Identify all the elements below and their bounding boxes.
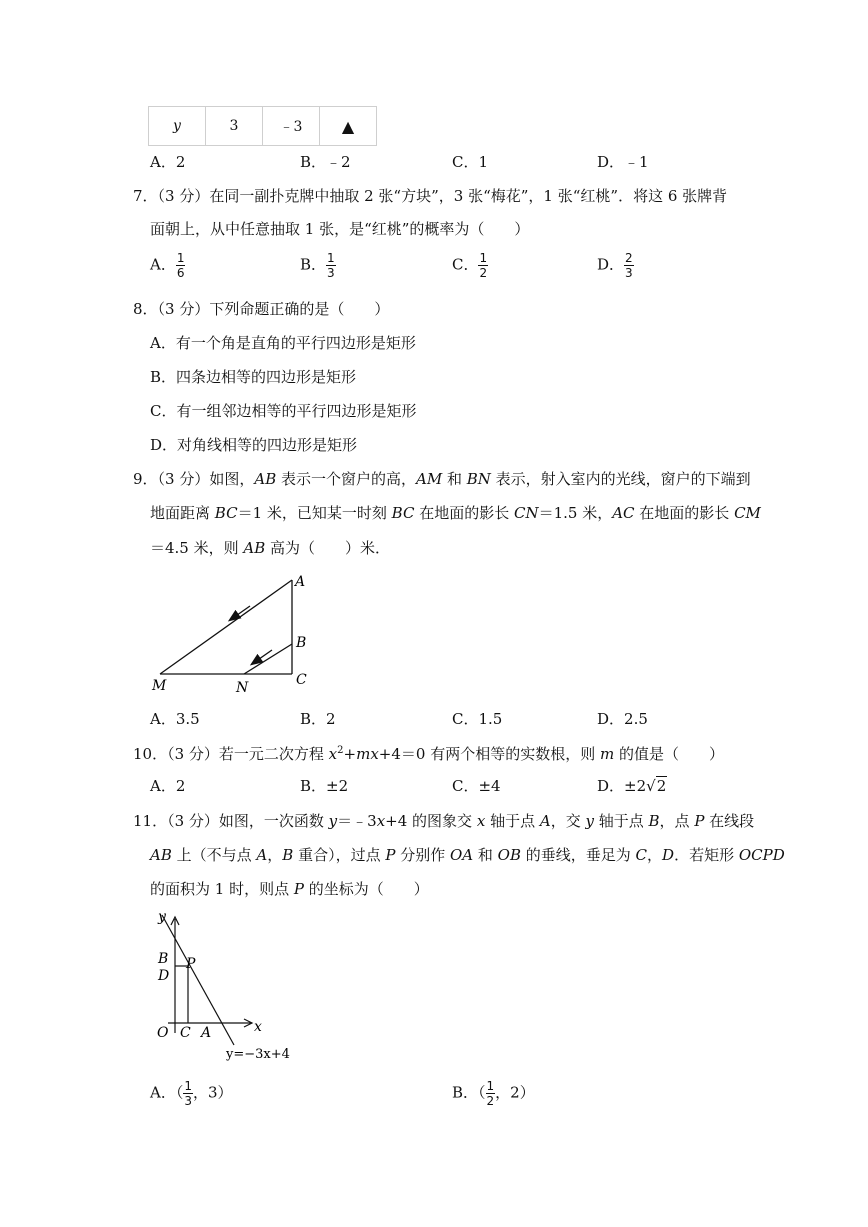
q7-option-c: C． $\frac{1}{2}$ — [452, 251, 488, 280]
arrow-am — [230, 606, 250, 620]
value-table — [148, 106, 377, 146]
q11-figure — [140, 905, 320, 1065]
label-p: P — [186, 956, 196, 972]
label-d: D — [158, 968, 170, 984]
q9-stem-line2: 地面距离 BC＝1 米，已知某一时刻 BC 在地面的影长 CN＝1.5 米，AC 在地面的影长 CM — [150, 504, 761, 522]
q11-stem-line3: 的面积为 1 时，则点 P 的坐标为（ ） — [150, 880, 429, 898]
table-cell: y — [149, 107, 206, 146]
q7-stem-line1: 7．（3 分）在同一副扑克牌中抽取 2 张“方块”，3 张“梅花”，1 张“红桃”．将这 6 张牌背 — [133, 187, 728, 205]
q6-option-a: A．2 — [150, 153, 186, 171]
q9-stem-line3: ＝4.5 米，则 AB 高为（ ）米． — [150, 539, 391, 557]
q9-stem-line1: 9．（3 分）如图，AB 表示一个窗户的高，AM 和 BN 表示，射入室内的光线，窗户的下端到 — [133, 470, 751, 488]
table-cell: 3 — [206, 107, 263, 146]
label-c: C — [296, 672, 307, 688]
label-y: y — [158, 909, 166, 925]
q10-option-d: D．±2√2 — [597, 777, 667, 795]
table-cell: ▲ — [320, 107, 377, 146]
q7-option-a: A． $\frac{1}{6}$ — [150, 251, 185, 280]
light-ray-bn — [244, 644, 292, 674]
q11-stem-line2: AB 上（不与点 A，B 重合），过点 P 分别作 OA 和 OB 的垂线，垂足为 C，D．若矩形 OCPD — [150, 846, 785, 864]
q6-option-d: D．﹣1 — [597, 153, 649, 171]
label-a: A — [201, 1025, 212, 1041]
q7-option-d: D． $\frac{2}{3}$ — [597, 251, 633, 280]
label-b: B — [158, 951, 169, 967]
label-b: B — [296, 635, 307, 651]
q11-stem-line1: 11．（3 分）如图，一次函数 y＝﹣3x+4 的图象交 x 轴于点 A，交 y 轴于点 B，点 P 在线段 — [133, 812, 755, 830]
arrow-bn — [252, 650, 272, 664]
q8-stem: 8．（3 分）下列命题正确的是（ ） — [133, 300, 390, 318]
line-equation-label: y=−3x+4 — [226, 1047, 290, 1062]
label-a: A — [295, 574, 306, 590]
label-c: C — [180, 1025, 191, 1041]
q9-option-b: B．2 — [300, 710, 336, 728]
q10-option-b: B．±2 — [300, 777, 349, 795]
q7-stem-line2: 面朝上，从中任意抽取 1 张，是“红桃”的概率为（ ） — [150, 220, 530, 238]
q8-option-b: B．四条边相等的四边形是矩形 — [150, 368, 357, 386]
q11-option-b: B．（ $\frac{1}{2}$ ，2） — [452, 1079, 535, 1108]
label-m: M — [152, 678, 167, 694]
q11-option-a: A．（ $\frac{1}{3}$ ，3） — [150, 1079, 233, 1108]
line-graph — [162, 915, 234, 1045]
q9-option-c: C．1.5 — [452, 710, 503, 728]
q7-option-b: B． $\frac{1}{3}$ — [300, 251, 335, 280]
q6-option-b: B．﹣2 — [300, 153, 351, 171]
q8-option-d: D．对角线相等的四边形是矩形 — [150, 436, 358, 454]
q10-option-c: C．±4 — [452, 777, 501, 795]
q9-option-d: D．2.5 — [597, 710, 648, 728]
q9-figure — [140, 570, 320, 700]
q10-option-a: A．2 — [150, 777, 186, 795]
label-n: N — [236, 680, 249, 696]
q6-option-c: C．1 — [452, 153, 489, 171]
q8-option-a: A．有一个角是直角的平行四边形是矩形 — [150, 334, 416, 352]
label-x: x — [254, 1019, 262, 1035]
light-ray-am — [160, 580, 292, 674]
table-cell: ﹣3 — [263, 107, 320, 146]
q8-option-c: C．有一组邻边相等的平行四边形是矩形 — [150, 402, 417, 420]
q10-stem: 10．（3 分）若一元二次方程 $x^2+mx+4=0$ 有两个相等的实数根，则 m 的值是（ ） — [133, 745, 724, 763]
label-o: O — [157, 1025, 169, 1041]
q9-option-a: A．3.5 — [150, 710, 200, 728]
